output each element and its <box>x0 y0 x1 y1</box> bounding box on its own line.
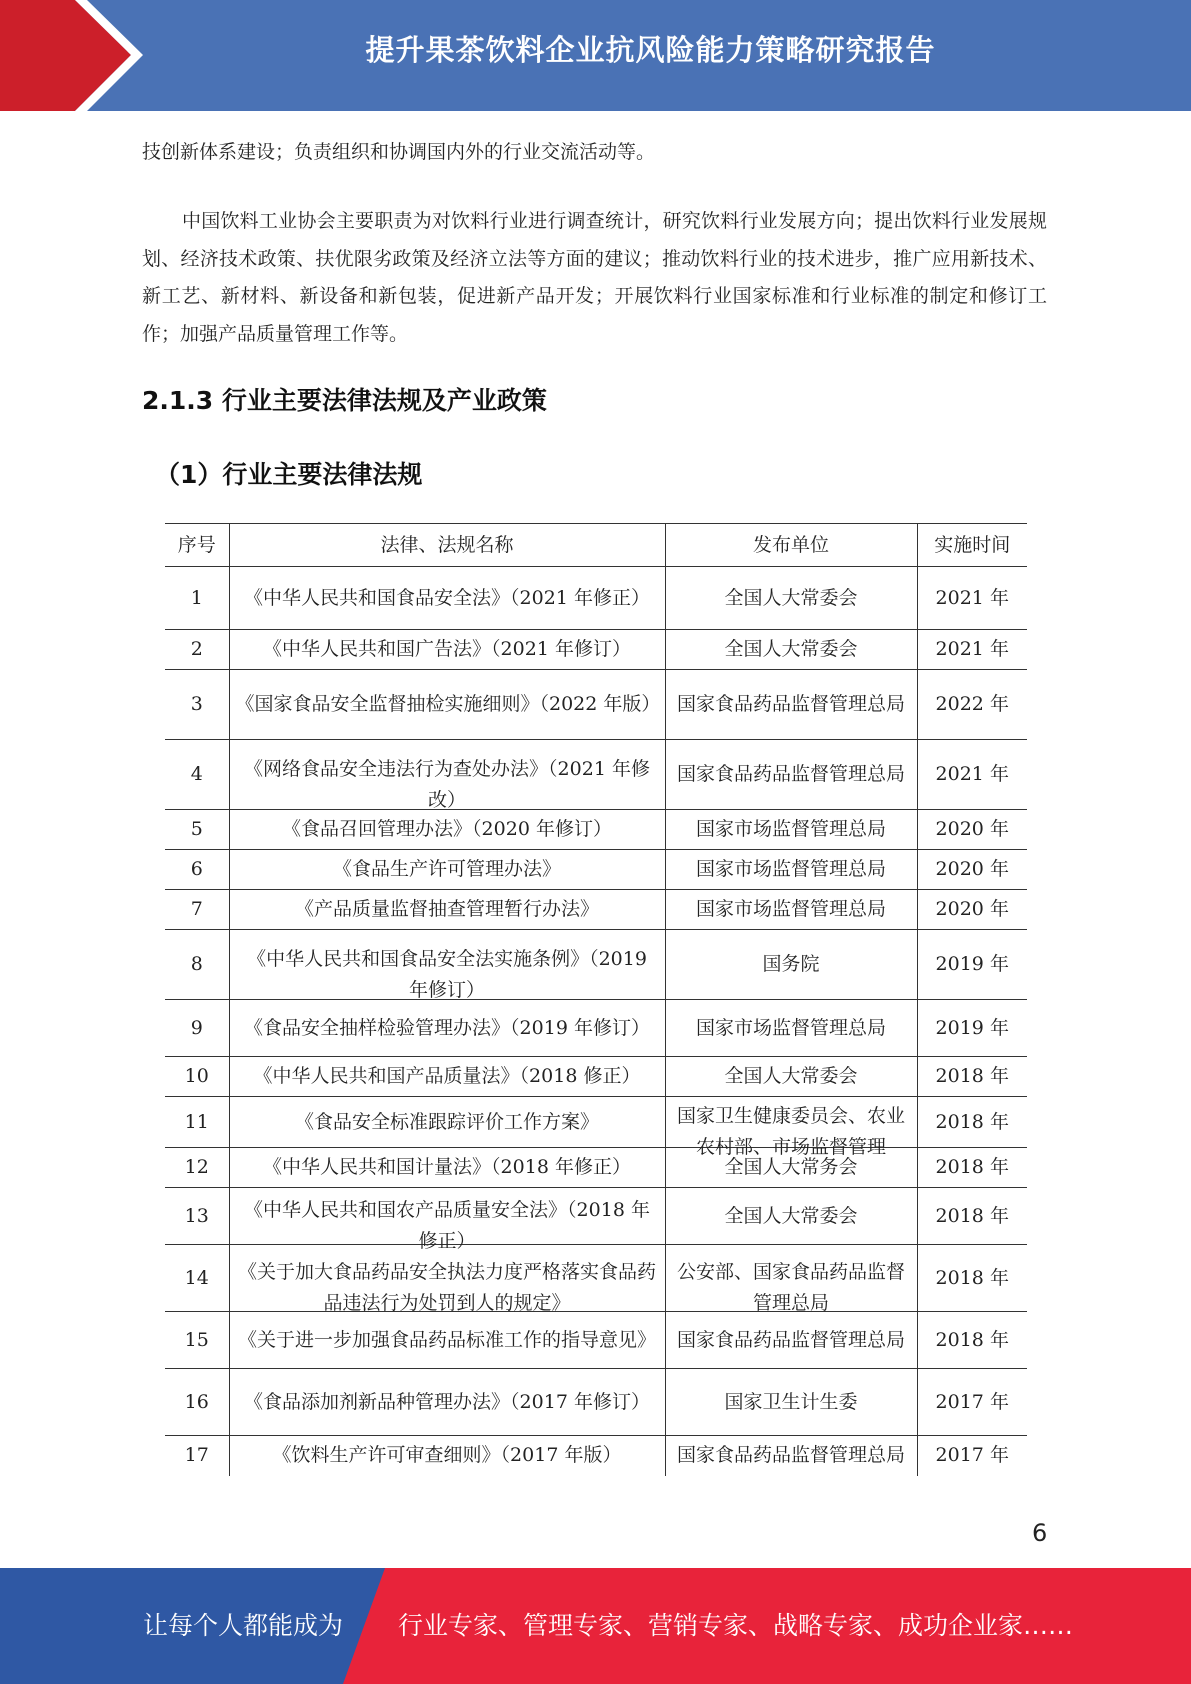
row-number-cell-text: 3 <box>190 693 203 715</box>
row-number-cell-text: 17 <box>184 1444 209 1467</box>
effective-date-cell <box>917 1436 1027 1476</box>
table-row <box>165 890 1027 930</box>
row-number-cell <box>165 1148 229 1188</box>
table-row <box>165 740 1027 810</box>
table-row <box>165 1057 1027 1097</box>
effective-date-cell-text: 2022 年 <box>935 693 1009 715</box>
effective-date-cell-text: 2018 年 <box>935 1065 1009 1087</box>
issuer-cell-text: 国家食品药品监督管理总局 <box>676 763 905 785</box>
issuer-cell-text: 国家食品药品监督管理总局 <box>676 693 905 715</box>
column-header-effective-date: 实施时间 <box>917 524 1027 567</box>
row-number-cell-text: 6 <box>190 858 203 880</box>
law-name-cell-text: 《关于进一步加强食品药品标准工作的指导意见》 <box>237 1328 656 1351</box>
law-name-cell-text: 《饮料生产许可审查细则》（2017 年版） <box>272 1444 622 1467</box>
law-name-cell <box>229 890 665 930</box>
effective-date-cell-text: 2018 年 <box>935 1266 1009 1289</box>
table-header-row <box>165 524 1027 567</box>
row-number-cell <box>165 1057 229 1097</box>
law-name-cell-text: 《食品安全抽样检验管理办法》（2019 年修订） <box>244 1016 650 1039</box>
effective-date-cell <box>917 567 1027 630</box>
issuer-cell-text: 国家市场监督管理总局 <box>695 818 886 840</box>
issuer-cell <box>665 850 917 890</box>
row-number-cell-text: 2 <box>190 638 203 660</box>
row-number-cell-text: 5 <box>190 818 203 840</box>
row-number-cell <box>165 930 229 1000</box>
effective-date-cell <box>917 1000 1027 1057</box>
row-number-cell <box>165 1000 229 1057</box>
effective-date-cell-text: 2020 年 <box>935 818 1009 840</box>
table-row <box>165 1188 1027 1245</box>
issuer-cell <box>665 1188 917 1245</box>
table-row <box>165 850 1027 890</box>
effective-date-cell <box>917 930 1027 1000</box>
issuer-cell <box>665 1436 917 1476</box>
law-name-cell <box>229 740 665 810</box>
effective-date-cell-text: 2017 年 <box>935 1444 1009 1467</box>
body-paragraph-association-duties: 中国饮料工业协会主要职责为对饮料行业进行调查统计，研究饮料行业发展方向；提出饮料行业发展规划、经济技术政策、扶优限劣政策及经济立法等方面的建议；推动饮料行业的技术进步，推广应用新技术、新工艺、新材料、新设备和新包装，促进新产品开发；开展饮料行业国家标准和行业标准的制定和修订工作；加强产品质量管理工作等。 <box>142 210 1047 345</box>
effective-date-cell <box>917 850 1027 890</box>
law-name-cell <box>229 670 665 740</box>
row-number-cell <box>165 740 229 810</box>
row-number-cell <box>165 1312 229 1369</box>
issuer-cell <box>665 930 917 1000</box>
issuer-cell-text: 全国人大常委会 <box>724 586 858 609</box>
table-row <box>165 1000 1027 1057</box>
law-name-cell-text: 《国家食品安全监督抽检实施细则》（2022 年版） <box>235 693 661 715</box>
law-name-cell-text: 《网络食品安全违法行为查处办法》（2021 年修改） <box>244 757 650 811</box>
issuer-cell-text: 国家卫生健康委员会、农业农村部、市场监督管理 <box>676 1105 905 1158</box>
law-name-cell-text: 《中华人民共和国产品质量法》（2018 修正） <box>253 1065 641 1087</box>
row-number-cell-text: 15 <box>184 1328 209 1351</box>
law-name-cell-text: 《产品质量监督抽查管理暂行办法》 <box>294 898 599 920</box>
page-footer <box>0 1568 1191 1684</box>
effective-date-cell-text: 2021 年 <box>935 586 1009 609</box>
issuer-cell <box>665 1057 917 1097</box>
effective-date-cell-text: 2018 年 <box>935 1110 1009 1133</box>
issuer-cell <box>665 670 917 740</box>
effective-date-cell <box>917 1245 1027 1312</box>
row-number-cell <box>165 630 229 670</box>
column-header-issuer: 发布单位 <box>665 524 917 567</box>
law-name-cell <box>229 567 665 630</box>
report-title: 提升果茶饮料企业抗风险能力策略研究报告 <box>365 33 936 67</box>
law-name-cell-text: 《食品生产许可管理办法》 <box>332 858 561 880</box>
row-number-cell <box>165 890 229 930</box>
body-paragraph-continuation: 技创新体系建设；负责组织和协调国内外的行业交流活动等。 <box>142 141 656 163</box>
issuer-cell-text: 国家卫生计生委 <box>724 1390 858 1413</box>
law-name-cell <box>229 1312 665 1369</box>
row-number-cell-text: 7 <box>190 898 203 920</box>
footer-slogan-left: 让每个人都能成为 <box>143 1611 344 1640</box>
issuer-cell-text: 国家市场监督管理总局 <box>695 1016 886 1039</box>
issuer-cell <box>665 740 917 810</box>
footer-slogan-right: 行业专家、管理专家、营销专家、战略专家、成功企业家…… <box>398 1611 1074 1640</box>
issuer-cell <box>665 1097 917 1158</box>
row-number-cell-text: 14 <box>184 1266 209 1289</box>
issuer-cell-text: 公安部、国家食品药品监督管理总局 <box>676 1261 905 1314</box>
effective-date-cell-text: 2019 年 <box>935 953 1009 975</box>
table-row <box>165 1097 1027 1148</box>
effective-date-cell <box>917 1312 1027 1369</box>
law-name-cell <box>229 930 665 1000</box>
table-row <box>165 930 1027 1000</box>
effective-date-cell-text: 2021 年 <box>935 763 1009 785</box>
issuer-cell-text: 国务院 <box>762 953 820 975</box>
row-number-cell-text: 4 <box>190 763 203 785</box>
law-name-cell <box>229 1148 665 1188</box>
law-name-cell-text: 《中华人民共和国计量法》（2018 年修正） <box>263 1156 631 1178</box>
effective-date-cell <box>917 890 1027 930</box>
table-row <box>165 1245 1027 1312</box>
law-name-cell-text: 《食品安全标准跟踪评价工作方案》 <box>294 1110 599 1133</box>
page-number: 6 <box>1032 1519 1048 1547</box>
row-number-cell-text: 9 <box>190 1016 203 1039</box>
effective-date-cell-text: 2019 年 <box>935 1016 1009 1039</box>
row-number-cell <box>165 1436 229 1476</box>
row-number-cell-text: 13 <box>184 1204 209 1227</box>
effective-date-cell <box>917 630 1027 670</box>
effective-date-cell <box>917 1148 1027 1188</box>
issuer-cell-text: 国家食品药品监督管理总局 <box>676 1444 905 1467</box>
table-row <box>165 1148 1027 1188</box>
row-number-cell <box>165 850 229 890</box>
issuer-cell <box>665 1245 917 1312</box>
law-name-cell <box>229 1369 665 1436</box>
effective-date-cell <box>917 810 1027 850</box>
law-name-cell-text: 《中华人民共和国农产品质量安全法》（2018 年修正） <box>244 1199 650 1252</box>
issuer-cell-text: 全国人大常委会 <box>724 638 858 660</box>
effective-date-cell-text: 2020 年 <box>935 858 1009 880</box>
row-number-cell-text: 16 <box>184 1390 209 1413</box>
subsection-heading: （1）行业主要法律法规 <box>155 460 423 489</box>
row-number-cell <box>165 1245 229 1312</box>
effective-date-cell-text: 2018 年 <box>935 1156 1009 1178</box>
row-number-cell <box>165 670 229 740</box>
issuer-cell <box>665 630 917 670</box>
row-number-cell <box>165 1369 229 1436</box>
row-number-cell <box>165 567 229 630</box>
effective-date-cell <box>917 1188 1027 1245</box>
table-row <box>165 810 1027 850</box>
page-header <box>0 0 1191 111</box>
effective-date-cell <box>917 670 1027 740</box>
table-row <box>165 630 1027 670</box>
row-number-cell-text: 8 <box>190 953 203 975</box>
table-row <box>165 1369 1027 1436</box>
law-name-cell-text: 《中华人民共和国广告法》（2021 年修订） <box>263 638 631 660</box>
law-name-cell-text: 《食品添加剂新品种管理办法》（2017 年修订） <box>244 1390 650 1413</box>
effective-date-cell-text: 2018 年 <box>935 1204 1009 1227</box>
issuer-cell <box>665 1000 917 1057</box>
law-name-cell <box>229 850 665 890</box>
table-row <box>165 567 1027 630</box>
law-name-cell <box>229 1000 665 1057</box>
issuer-cell <box>665 1312 917 1369</box>
row-number-cell <box>165 1188 229 1245</box>
law-name-cell <box>229 810 665 850</box>
row-number-cell-text: 10 <box>184 1065 209 1087</box>
effective-date-cell <box>917 740 1027 810</box>
law-name-cell-text: 《关于加大食品药品安全执法力度严格落实食品药品违法行为处罚到人的规定》 <box>237 1261 656 1314</box>
table-row <box>165 1436 1027 1476</box>
issuer-cell-text: 国家市场监督管理总局 <box>695 898 886 920</box>
issuer-cell-text: 全国人大常委会 <box>724 1065 858 1087</box>
effective-date-cell-text: 2021 年 <box>935 638 1009 660</box>
issuer-cell-text: 国家市场监督管理总局 <box>695 858 886 880</box>
row-number-cell <box>165 810 229 850</box>
header-chevron-graphic <box>0 0 160 111</box>
issuer-cell <box>665 1369 917 1436</box>
effective-date-cell-text: 2020 年 <box>935 898 1009 920</box>
issuer-cell-text: 全国人大常委会 <box>724 1204 858 1227</box>
law-name-cell <box>229 1188 665 1252</box>
row-number-cell <box>165 1097 229 1148</box>
column-header-law-name: 法律、法规名称 <box>229 524 665 567</box>
law-name-cell <box>229 1097 665 1148</box>
section-heading: 2.1.3 行业主要法律法规及产业政策 <box>142 386 547 415</box>
effective-date-cell-text: 2018 年 <box>935 1328 1009 1351</box>
column-header-number: 序号 <box>165 524 229 567</box>
law-name-cell <box>229 1436 665 1476</box>
effective-date-cell <box>917 1369 1027 1436</box>
row-number-cell-text: 12 <box>184 1156 209 1178</box>
law-name-cell <box>229 1057 665 1097</box>
issuer-cell <box>665 890 917 930</box>
table-row <box>165 1312 1027 1369</box>
issuer-cell <box>665 567 917 630</box>
law-name-cell-text: 《食品召回管理办法》（2020 年修订） <box>282 818 612 840</box>
issuer-cell-text: 国家食品药品监督管理总局 <box>676 1328 905 1351</box>
law-name-cell <box>229 630 665 670</box>
table-row <box>165 670 1027 740</box>
effective-date-cell <box>917 1097 1027 1148</box>
effective-date-cell-text: 2017 年 <box>935 1390 1009 1413</box>
laws-regulations-table <box>165 523 1027 1476</box>
row-number-cell-text: 11 <box>184 1110 209 1133</box>
issuer-cell <box>665 810 917 850</box>
law-name-cell-text: 《中华人民共和国食品安全法实施条例》（2019 年修订） <box>247 947 647 1001</box>
row-number-cell-text: 1 <box>190 586 203 609</box>
law-name-cell-text: 《中华人民共和国食品安全法》（2021 年修正） <box>244 586 650 609</box>
issuer-cell-text: 全国人大常务会 <box>724 1156 858 1178</box>
effective-date-cell <box>917 1057 1027 1097</box>
